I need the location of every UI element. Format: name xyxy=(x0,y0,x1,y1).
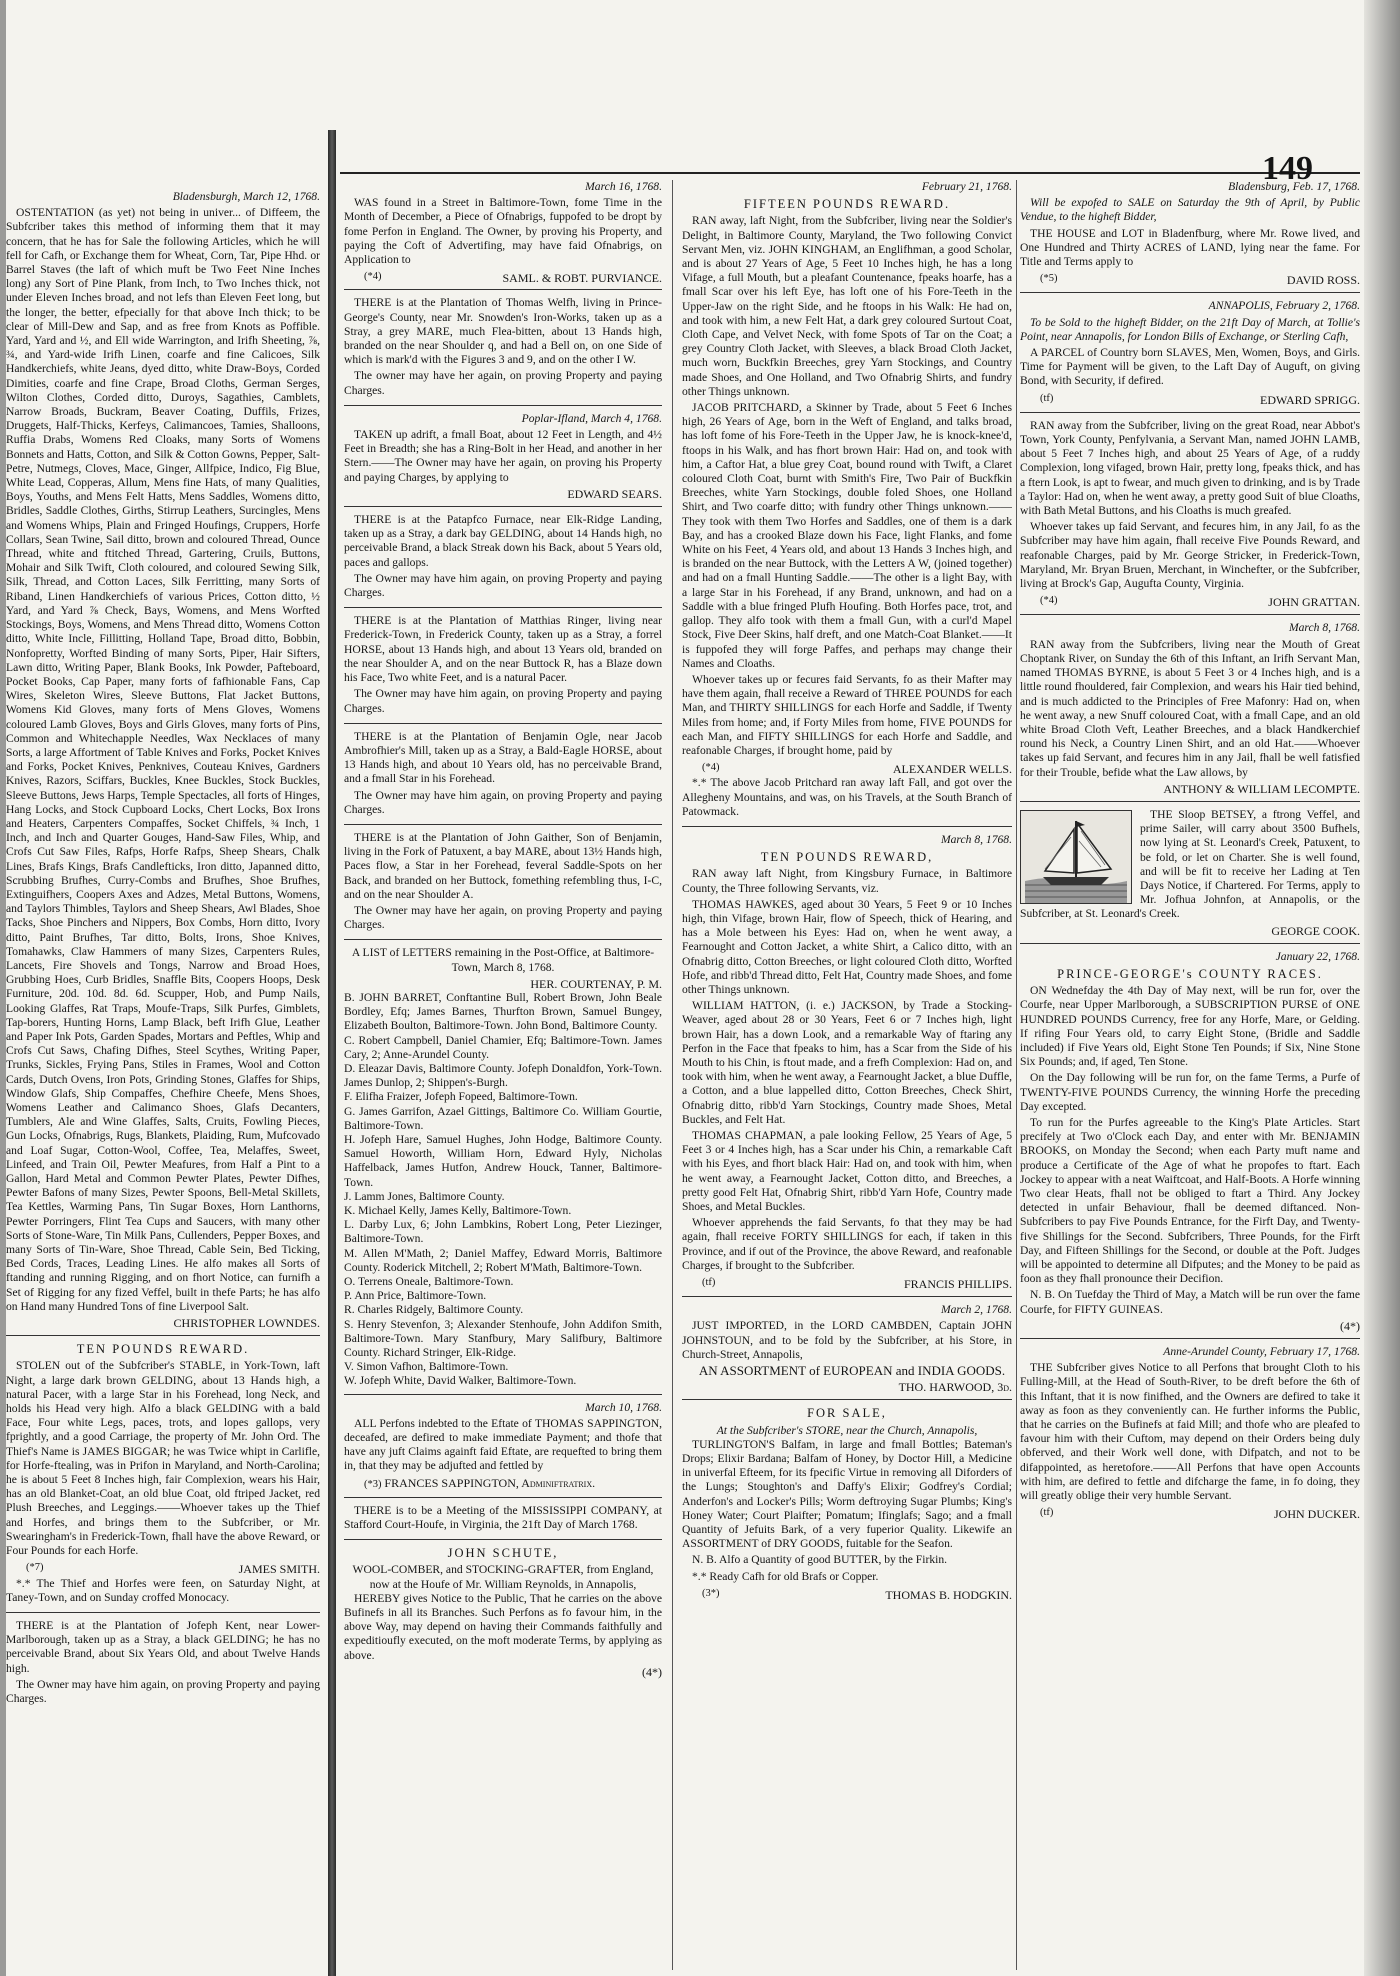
ad-body-2: THOMAS HAWKES, aged about 30 Years, 5 Feet 9 or 10 Inches high, thin Vifage, brown Hair, flow of Speech, thick of Hearing, and has a Mole between his Eyes: Had on, when he went away, a Fearnought and Cotton Jacket, a white Shirt, a Calico ditto, with an Ofnabrig ditto, Cotton Breeches, or light coloured Cloth ditto, Worfted Hofe, and ribb'd Thread ditto, Felt Hat, Country made Shoes, and fome other Things unknown. xyxy=(682,897,1012,996)
letters-entry: S. Henry Stevenfon, 3; Alexander Stenhoufe, John Addifon Smith, Baltimore-Town. Mary Stanfbury, Mary Salifbury, Baltimore County. Richard Stringer, Elk-Ridge. xyxy=(344,1317,662,1360)
letters-entry: P. Ann Price, Baltimore-Town. xyxy=(344,1289,487,1303)
ad-kent xyxy=(6,1619,320,1713)
ad-body: RAN away from the Subfcribers, living near the Mouth of Great Choptank River, on Sunday the 6th of this Inftant, an Irifh Servant Man, named THOMAS BYRNE, is about 5 Feet 3 or 4 Inches high, and is a little round fhouldered, fair Complexion, and wears his Hair tied behind, and is much addicted to the Principles of Free Mafonry: Had on, when he went away, a new Snuff coloured Coat, with a fmall Cape, and an old white Broad Cloth Veft, Leather Breeches, and a black Handkerchief round his Neck, a Country Linen Shirt, and an old Hat.——Whoever takes up faid Servant, and fecures him in any Jail, fhall be well fatisfied for their Trouble, befide what the Law allows, by xyxy=(1020,637,1360,779)
signature: THO. HARWOOD, 3d. xyxy=(898,1380,1012,1395)
signature: DAVID ROSS. xyxy=(1286,273,1360,288)
letters-entry: V. Simon Vafhon, Baltimore-Town. xyxy=(344,1360,509,1374)
signature: SAML. & ROBT. PURVIANCE. xyxy=(502,271,662,286)
ad-number: (tf) xyxy=(1040,392,1054,404)
ad-body-2: JACOB PRITCHARD, a Skinner by Trade, about 5 Feet 6 Inches high, 26 Years of Age, born in the Weft of England, and talks broad, has loft fome of his Fore-Teeth in the Upper Jaw, he is knock-knee'd, ftoops in his Walk, and has fhort brown Hair: Had on, and took with him, a Caftor Hat, a blue grey Coat, bound round with Twift, a Claret coloured Cloth Coat, burnt with Smith's Fire, Two Pair of Buckfkin Breeches, white Yarn Stockings, double foled Shoes, one Holland Shirt, and Two coarfe ditto; with fundry other Things unknown.——They took with them Two Horfes and Saddles, one of them is a dark Bay, and has a crooked Blaze down his Face, light Flanks, and fome White on his Feet, 4 Years old, and about 13 Hands 3 Inches high, and is branded on the near Buttock, with the Letters A W, (joined together) and had on a fmall Hunting Saddle.——The other is a light Bay, with a large Star in his Forehead, if any Brand, unknown, and had on a Saddle with a blue fringed Plufh Houfing. Both Horfes pace, trot, and gallop. They alfo took with them a fmall Gun, with a curl'd Mapel Stock, Five Deer Skins, half dreft, and one Match-Coat Blanket.——It is fuppofed they will forge Paffes, and perhaps may change their Names and Cloaths. xyxy=(682,401,1012,670)
ad-welfh xyxy=(344,296,662,405)
ad-note: *.* The Thief and Horfes were feen, on Saturday Night, at Taney-Town, and on Sunday croffed Monocacy. xyxy=(6,1576,320,1604)
column-2 xyxy=(344,178,662,1976)
column-4 xyxy=(1020,178,1360,1976)
ad-heading: TEN POUNDS REWARD. xyxy=(76,1342,250,1357)
ship-icon xyxy=(1021,811,1131,903)
ad-body: THE Sloop BETSEY, a ftrong Veffel, and prime Sailer, will carry about 3500 Bufhels, now lying at St. Leonard's Creek, Patuxent, to be fold, or let on Charter. She is well found, and will be fit to receive her Lading at Ten Days Notice, if Chartered. For Terms, apply to Mr. Jofhua Johnfon, at Annapolis, or the Subfcriber, at St. Leonard's Creek. xyxy=(1020,807,1360,921)
ad-hodgkin xyxy=(682,1406,1012,1606)
ad-body: A PARCEL of Country born SLAVES, Men, Women, Boys, and Girls. Time for Payment will be given, to the Laft Day of Auguft, on giving Bond, with Security, if defired. xyxy=(1020,346,1360,388)
ad-body-2: Whoever takes up faid Servant, and fecures him, in any Jail, fo as the Subfcriber may have him again, fhall receive Five Pounds Reward, and reafonable Charges, paid by Mr. George Stricker, in Frederick-Town, Maryland, Mr. Bryan Bruen, Merchant, in Winchefter, or the Subfcriber, living at Brock's Gap, Augufta County, Virginia. xyxy=(1020,520,1360,591)
ad-body: WAS found in a Street in Baltimore-Town, fome Time in the Month of December, a Piece of Ofnabrigs, fuppofed to be dropt by fome Perfon in England. The Owner, by proving his Property, and paying the Coft of Advertifing, may have faid Ofnabrigs, on Application to xyxy=(344,196,662,267)
ad-harwood xyxy=(682,1303,1012,1400)
ad-lecompte xyxy=(1020,621,1360,801)
ad-body-4: N. B. On Tuefday the Third of May, a Match will be run over the fame Courfe, for FIFTY GUINEAS. xyxy=(1020,1288,1360,1316)
ad-number: (*3) xyxy=(364,1478,382,1490)
ad-races xyxy=(1020,950,1360,1339)
ad-body-2: N. B. Alfo a Quantity of good BUTTER, by the Firkin. xyxy=(692,1553,948,1567)
ad-heading: FOR SALE, xyxy=(807,1406,887,1421)
sloop-woodcut xyxy=(1020,810,1132,904)
ad-body-3: To run for the Purfes agreeable to the King's Plate Articles. Start precifely at Two o'Clock each Day, and enter with Mr. BENJAMIN BROOKS, on Monday the Second; when each Party muft name and produce a Certificate of the Age of what he propofes to ftart. Each Jockey to appear with a neat Waiftcoat, and Half-Boots. A Horfe winning Two clear Heats, fhall not be obliged to ftart a Third. Any Jockey detected in unfair Behaviour, fhall be deemed diftanced. Non-Subfcribers to pay Five Pounds Entrance, for the Firft Day, and Twenty-five Shillings for the Second. Subfcribers, Three Pounds, for the Firft Day, and Fifteen Shillings for the Second, or double at the Poft. Judges will be appointed to determine all Difputes; and the Money to be paid as foon as they fhall pronounce their Decifion. xyxy=(1020,1115,1360,1286)
dateline: March 16, 1768. xyxy=(585,180,662,193)
ad-body: THERE is at the Plantation of John Gaither, Son of Benjamin, living in the Fork of Patuxent, a bay MARE, about 13½ Hands high, Paces flow, a Star in her Forehead, feveral Saddle-Spots on her Back, and branded on her Buttock, fomething refembling thus, I-C, and on the near Shoulder A. xyxy=(344,830,662,901)
ad-heading: FIFTEEN POUNDS REWARD. xyxy=(743,197,951,212)
ad-body-2: THE HOUSE and LOT in Bladenfburg, where Mr. Rowe lived, and One Hundred and Thirty ACRES of LAND, lying near the fame. For Title and Terms apply to xyxy=(1020,226,1360,269)
page-number: 149 xyxy=(1262,150,1313,187)
ad-body: JUST IMPORTED, in the LORD CAMBDEN, Captain JOHN JOHNSTOUN, and to be fold by the Subfcriber, at his Store, in Church-Street, Annapolis, xyxy=(682,1319,1012,1361)
ad-body: TAKEN up adrift, a fmall Boat, about 12 Feet in Length, and 4½ Feet in Breadth; she has a Ring-Bolt in her Head, and another in her Stern.——The Owner may have her again, on proving his Property and paying Charges, by applying to xyxy=(344,428,662,484)
ad-body: STOLEN out of the Subfcriber's STABLE, in York-Town, laft Night, a large dark brown GELDING, about 13 Hands high, a natural Pacer, with a large Star in his Forehead, long Neck, and holds his Head very high. Alfo a black GELDING with a bald Face, Four white Legs, paces, trots, and lopes gallops, very fprightly, and a good Carriage, the property of Mr. John Ord. The Thief's Name is JAMES BIGGAR; he was Twice whipt in Carlifle, for Horfe-ftealing, was in Prifon in Maryland, and North-Carolina; he is about 5 Feet 8 Inches high, fair Complexion, wears his Hair, has an old Blanket-Coat, an old blue Coat, old ftriped Jacket, red Plush Breeches, and Leggings.——Whoever takes up the Thief and Horfes, and brings them to the Subfcriber, or Mr. Swearingham's in Frederick-Town, fhall have the above Reward, or Four Pounds for each Horfe. xyxy=(6,1359,320,1558)
letters-entry: M. Allen M'Math, 2; Daniel Maffey, Edward Morris, Baltimore County. Roderick Mitchell, 2; Robert M'Math, Baltimore-Town. xyxy=(344,1246,662,1274)
ad-mississippi xyxy=(344,1504,662,1540)
dateline: January 22, 1768. xyxy=(1275,949,1360,963)
postmaster: HER. COURTENAY, P. M. xyxy=(530,976,662,991)
ad-schute xyxy=(344,1546,662,1684)
ad-number: (*4) xyxy=(364,271,382,283)
ad-body-2: The Owner may have him again, on proving Property and paying Charges. xyxy=(344,571,662,600)
header-rule xyxy=(340,172,1360,174)
ad-body: HEREBY gives Notice to the Public, That he carries on the above Bufinefs in all its Branches. Such Perfons as fo favour him, in the above Way, may depend on having their Commands faithfully and expeditioufly executed, on the moft moderate Terms, by applying as above. xyxy=(344,1591,662,1662)
dateline: Bladensburgh, March 12, 1768. xyxy=(172,190,320,203)
ad-gaither xyxy=(344,831,662,940)
ad-body: RAN away from the Subfcriber, living on the great Road, near Abbot's Town, York County, Penfylvania, a Servant Man, named JOHN LAMB, about 5 Feet 7 Inches high, and about 25 Years of Age, of a ruddy Complexion, long vifaged, brown Hair, pretty long, fpeaks thick, and has a ftern Look, is apt to fwear, and much given to drinking, and is by Trade a Taylor: Had on, when he went away, a pretty good Suit of blue Cloaths, with Bath Metal Buttons, and his Cloaths is much greafed. xyxy=(1020,418,1360,518)
page-edge-right xyxy=(1364,0,1400,1976)
ad-body: THERE is at the Plantation of Jofeph Kent, near Lower-Marlborough, taken up as a Stray, a black GELDING; he has no perceivable Brand, about Six Years Old, and about Twelve Hands high. xyxy=(6,1618,320,1675)
ad-purviance xyxy=(344,180,662,290)
ad-number: (4*) xyxy=(642,1664,662,1679)
ad-heading: TEN POUNDS REWARD, xyxy=(760,850,934,865)
letters-entry: F. Elifha Fraizer, Jofeph Fopeed, Baltimore-Town. xyxy=(344,1090,578,1104)
ad-subheading: To be Sold to the higheft Bidder, on the 21ft Day of March, at Tollie's Point, near Annapolis, for London Bills of Exchange, or Sterling Cafh, xyxy=(1020,315,1360,343)
ad-body: THERE is at the Plantation of Matthias Ringer, living near Frederick-Town, in Frederick County, taken up as a Stray, a forrel HORSE, about 13 Hands high, and about 13 Years old, branded on the near Shoulder A, and on the near Buttock R, has a Blaze down his Face, Two white Feet, and is a natural Pacer. xyxy=(344,614,662,685)
ad-number: (4*) xyxy=(1340,1318,1360,1333)
ad-body-2: On the Day following will be run for, on the fame Terms, a Purfe of TWENTY-FIVE POUNDS Currency, the winning Horfe the preceding Day excepted. xyxy=(1020,1071,1360,1113)
signature: JOHN GRATTAN. xyxy=(1268,595,1360,610)
dateline: ANNAPOLIS, February 2, 1768. xyxy=(1208,299,1360,313)
binding-gutter xyxy=(328,130,336,1976)
ad-body: THERE is at the Patapfco Furnace, near Elk-Ridge Landing, taken up as a Stray, a dark bay GELDING, about 14 Hands high, no perceivable Brand, a black Streak down his Back, about 5 Years old, paces and gallops. xyxy=(344,513,662,569)
ad-sears xyxy=(344,412,662,507)
dateline: Anne-Arundel County, February 17, 1768. xyxy=(1163,1345,1360,1359)
ad-subheading: WOOL-COMBER, and STOCKING-GRAFTER, from England, now at the Houfe of Mr. William Reynolds, in Annapolis, xyxy=(352,1563,654,1591)
signature: JAMES SMITH. xyxy=(238,1562,320,1577)
ad-body: THERE is to be a Meeting of the MISSISSIPPI COMPANY, at Stafford Court-Houfe, in Virginia, the 21ft Day of March 1768. xyxy=(344,1503,662,1532)
ad-body: ON Wednefday the 4th Day of May next, will be run for, over the Courfe, near Upper Marlborough, a SUBSCRIPTION PURSE of ONE HUNDRED POUNDS Currency, free for any Horfe, Mare, or Gelding. If rifing Four Years old, to carry Eight Stone, (Bridle and Saddle included) if Five Years old, Eight Stone Ten Pounds; if Six, Nine Stone Six Pounds; and, if aged, Ten Stone. xyxy=(1020,984,1360,1069)
ad-body-3: WILLIAM HATTON, (i. e.) JACKSON, by Trade a Stocking-Weaver, aged about 28 or 30 Years, Feet 6 or 7 Inches high, light brown Hair, has a down Look, and a remarkable Way of ftaring any Perfon in the Face that fpeaks to him, has a Scar from the Side of his Mouth to his Chin, is ftout made, and a frefh Complexion: Had on, and took with him, when he went away, a Fearnought Jacket, a blue Duffle, a Cotton, and a blue lappelled ditto, Cotton Breeches, Check Shirt, Ofnabrig ditto, ribb'd Yarn Stockings, Country made Shoes, Metal Buckles, and Felt Hat. xyxy=(682,999,1012,1126)
ad-body-2: The Owner may have him again, on proving Property and paying Charges. xyxy=(344,788,662,816)
ad-lowndes xyxy=(6,190,320,1336)
dateline: Poplar-Ifland, March 4, 1768. xyxy=(521,411,662,425)
letters-list xyxy=(344,946,662,1394)
letters-entry: L. Darby Lux, 6; John Lambkins, Robert Long, Peter Liezinger, Baltimore-Town. xyxy=(344,1218,662,1246)
ad-number: (*4) xyxy=(702,762,720,774)
letters-entry: C. Robert Campbell, Daniel Chamier, Efq; Baltimore-Town. James Cary, 2; Anne-Arundel County. xyxy=(344,1033,662,1061)
dateline: Bladensburg, Feb. 17, 1768. xyxy=(1228,180,1360,193)
ad-wells xyxy=(682,180,1012,827)
letters-entry: B. JOHN BARRET, Conftantine Bull, Robert Brown, John Beale Bordley, Efq; James Barnes, Thurfton Brown, Samuel Bungey, Elizabeth Boulton, Baltimore-Town. John Bond, Baltimore County. xyxy=(344,990,662,1033)
ad-body: Will be expofed to SALE on Saturday the 9th of April, by Public Vendue, to the higheft Bidder, xyxy=(1020,196,1360,224)
ad-body: OSTENTATION (as yet) not being in univer... of Diffeem, the Subfcriber takes this method of informing them that it may concern, that he has for Sale the following Articles, which he will fell for Cafh, or Exchange them for Wheat, Corn, Tar, Pipe Hhd. or Barrel Staves (the laft of which muft be Two Feet Nine Inches long) any Sort of Pine Plank, from Inch, to Two Inches thick, not under Eleven Inches broad, and not lefs than Eleven Feet long, but the longer, the better, efpecially for that above Inch thick; to be clear of Mill-Dew and Sap, and as free from Knots as Poffible. Yard, Yard and ½, and Ell wide Warrington, and Irifh Sheeting, ⅞, ¾, and Yard-wide Irifh Linen, coarfe and fine Calicoes, Silk Handkerchiefs, white Jeans, dyed ditto, white Draw-Boys, Corded Dimities, coarfe and fine Crape, Broad Cloths, German Serges, Wilton Clothes, Corded ditto, Duroys, Sagathies, Camblets, Narrow Broads, Buckram, Beaver Coating, Duffils, Frizes, Druggets, Half-Thicks, Kerfeys, Calimancoes, Tamies, Shalloons, Ruffia Drabs, Womens Red Cloaks, many Sorts of Womens Bonnets and Hatts, Cotton, and Silk & Cotton Gowns, Pepper, Salt-Petre, Nutmegs, Cloves, Mace, Ginger, Allfpice, Indico, Fig Blue, White Lead, Copperas, Allum, Mens fine Hats, of many Qualities, Boys, Youths, and Mens Felt Hatts, Mens Saddles, Womens ditto, Bridles, Saddle Clothes, Girths, Stirrup Leathers, Surcingles, Mens and Womens Whips, Plain and Fringed Houfings, Cruppers, Horfe Collars, Sean Twine, Sail ditto, brown and coloured Thread, Ounce Thread, white and ftitched Thread, Gartering, Cruils, Buttons, Mohair and Silk Twift, Cloth coloured, and coloured Sewing Silk, Silk, Thread, and Cotton Laces, Silk Ferritting, many Sorts of Riband, Linen Handkerchiefs of various Prices, Cotton ditto, ½ Yard, and Yard ⅞ Check, Bays, Womens, and Mens Worfted Stockings, Boys, Womens, and Mens Thread ditto, Womens Cotton ditto, White Incle, Fillitting, Holland Tape, Broad ditto, Bobbin, Nonfopretty, Worfted Binding of many Sorts, Piper, Hair Sifters, Lawn ditto, Writing Paper, Blank Books, Ink Powder, Pafteboard, Pocket Books, Cap Paper, many forts of fafhionable Fans, Cap Wires, Skeleton Wires, Sleeve Buttons, Flat Jacket Buttons, Womens Kid Gloves, many forts of Mens Gloves, Womens coloured Lamb Gloves, Boys and Girls Gloves, many forts of Pins, Common and Whitechapple Needles, Wax Necklaces of many Sorts, a large Affortment of Table Knives and Forks, Pocket Knives and Forks, Pocket Knives, Penknives, Couteau Knives, Gardners Knives, Razors, Sciffars, Buckles, Knee Buckles, Stock Buckles, Sleeve Buttons, Jews Harps, Temple Spectacles, all forts of Hinges, Hang Locks, and Stock Cupboard Locks, Chert Locks, Box Irons and Heaters, Carpenters Compaffes, Socket Chiffels, ¾ Inch, 1 Inch, and Inch and Quarter Gouges, Hand-Saw Files, Whip, and Crofs Cut Saw Files, Rafps, Horfe Rafps, Sheep Shears, Chalk Lines, Brafs Kings, Brafs Candlefticks, Iron ditto, Japanned ditto, Scrubbing Brufhes, Curry-Combs and Brufhes, Shoe Brufhes, Extinguifhers, Coopers Axes and Adzes, Metal Buttons, Womens, and Taylors Thimbles, Taylors and Sheep Shears, Awl Blades, Shoe Tacks, Shoe Pinchers and Nippers, Box Combs, Horn ditto, Ivory ditto, Paint Brufhes, Tar ditto, Bolts, Irons, Shoe Knives, Tomahawks, Claw Hammers of many Sizes, Carpenters Rules, Lancets, Fire Shovels and Tongs, Narrow and Broad Hoes, Grubbing Hoes, Curb Bridles, Snaffle Bits, Coopers Hoops, Desk Furniture, 20d. 10d. 8d. 6d. Scupper, Hob, and Pump Nails, Looking Glaffes, Rat Traps, Moufe-Traps, Silk Purfes, Gimblets, Tap-borers, Hunting Horns, Lamp Black, beft Irifh Glue, Leather and Paper Ink Pots, Garden Spades, Mortars and Peftles, Whip and Crofs Cut Saws, Chafing Difhes, Steel Scythes, Writing Paper, Trunks, Sickles, Frying Pans, Stiles in Frames, Wool and Cotton Cards, Dutch Ovens, Iron Pots, Grinding Stones, Glaffes for Ships, Window Glafs, Ship Compaffes, Chefhire Cheefe, Mens Shoes, Womens Leather and Calimanco Shoes, Glafs Decanters, Tumblers, Ale and Wine Glaffes, Salts, Cruits, Fowling Pieces, Gun Locks, Ofnabrigs, Rugs, Blankets, Plaiding, Rum, Mufcovado and Loaf Sugar, Cotton-Wool, Coffee, Tea, Melaffes, Sweet, Linfeed, and Train Oil, Pewter Meafures, from Half a Pint to a Gallon, Hard Metal and Common Pewter Plates, Pewter Difhes, Pewter Bafons of many Sizes, Pewter Spoons, Bell-Metal Skillets, Tea Kettles, Warming Pans, Tin Sugar Boxes, Horn Lanthorns, Pewter Porringers, Flint Tea Cups and Saucers, with many other Sorts of Stone-Ware, Tin Milk Pans, Cullenders, Pepper Boxes, and many Sorts of Tin-Ware, Shoe Thread, Cable Sein, Bed Ticking, Bed Cords, Traces, Leading Lines. He alfo makes all Sorts of ftanding and running Rigging, and on fhort Notice, can furnifh a Set of Rigging for any fized Veffel, built in thefe Parts; he has alfo on Hand many Hundred Tons of fine Liverpool Salt. xyxy=(6,206,320,1313)
dateline: March 2, 1768. xyxy=(940,1303,1012,1317)
ad-number: (tf) xyxy=(1040,1507,1054,1519)
dateline: March 8, 1768. xyxy=(940,832,1012,846)
ad-number: (*7) xyxy=(26,1562,44,1574)
ad-body-2: The Owner may have her again, on proving Property and paying Charges. xyxy=(344,903,662,932)
letters-entry: H. Jofeph Hare, Samuel Hughes, John Hodge, Baltimore County. Samuel Howorth, William Horn, Edward Hyly, Nicholas Haffelback, James Hutfon, Andrew Houck, Tanner, Baltimore-Town. xyxy=(344,1132,662,1189)
ad-body-2: The Owner may have him again, on proving Property and paying Charges. xyxy=(6,1677,320,1705)
ad-body-3: *.* Ready Cafh for old Brafs or Copper. xyxy=(692,1569,879,1583)
dateline: March 10, 1768. xyxy=(585,1400,662,1414)
ad-body: RAN away laft Night, from Kingsbury Furnace, in Baltimore County, the Three following Servants, viz. xyxy=(682,867,1012,895)
letters-entry: O. Terrens Oneale, Baltimore-Town. xyxy=(344,1275,514,1289)
signature: GEORGE COOK. xyxy=(1271,923,1360,938)
ad-body: THERE is at the Plantation of Thomas Welfh, living in Prince-George's County, near Mr. Snowden's Iron-Works, taken up as a Stray, a grey MARE, much Flea-bitten, about 13 Hands high, branded on the near Shoulder q, and had a Bell on, on one Side of which is mark'd with the Figures 3 and 9, and on the other I W. xyxy=(344,296,662,367)
letters-entry: R. Charles Ridgely, Baltimore County. xyxy=(344,1303,524,1317)
ad-note: *.* The above Jacob Pritchard ran away laft Fall, and got over the Allegheny Mountains, and was, on his Travels, at the South Branch of Patowmack. xyxy=(682,776,1012,818)
ad-body-3: Whoever takes up or fecures faid Servants, fo as their Mafter may have them again, fhall receive a Reward of THREE POUNDS for each Man, and THIRTY SHILLINGS for each Horfe and Saddle, if Twenty Miles from home; and, if Forty Miles from home, FIVE POUNDS for each Man, and FIFTY SHILLINGS for each Horfe and Saddle, and reafonable Charges, if brought home, paid by xyxy=(682,672,1012,757)
letters-title: A LIST of LETTERS remaining in the Post-Office, at Baltimore-Town, March 8, 1768. xyxy=(351,946,655,974)
signature: ANTHONY & WILLIAM LECOMPTE. xyxy=(1163,781,1360,796)
column-rule xyxy=(1016,180,1017,1970)
letters-entry: W. Jofeph White, David Walker, Baltimore-Town. xyxy=(344,1374,577,1388)
ad-body-4: THOMAS CHAPMAN, a pale looking Fellow, 25 Years of Age, 5 Feet 3 or 4 Inches high, has a Scar under his Chin, a remarkable Caft with his Eyes, and fhort black Hair: Had on, and took with him, when he went away, a Fearnought Jacket, Cotton ditto, and Breeches, a pretty good Felt Hat, Ofnabrig Shirt, ribb'd Yarn Hofe, Country made Shoes, and Metal Buckles. xyxy=(682,1129,1012,1214)
ad-ogle xyxy=(344,730,662,825)
ad-body: RAN away, laft Night, from the Subfcriber, living near the Soldier's Delight, in Baltimore County, Maryland, the Two following Convict Servant Men, viz. JOHN KINGHAM, an Englifhman, a good Scholar, and is about 27 Years of Age, 5 Feet 10 Inches high, he has a long Vifage, a full Mouth, but a pleafant Countenance, fpeaks hoarfe, has a fmall Scar over his left Eye, has loft one of his Fore-Teeth in the Upper-Jaw on the right Side, and he ftoops in his Walk: He had on, and took with him, a new Felt Hat, a dark grey coloured Surtout Coat, Cloth Cape, and Velvet Neck, with fome Spots of Tar on the Coat; a grey Country Cloth Jacket, with Sleeves, a black Broad Cloth Jacket, much worn, Buckfkin Breeches, grey Yarn Stockings, and Country made Shoes, and One Holland, and Two Ofnabrig Shirts, and fundry other Things unknown. xyxy=(682,214,1012,398)
signature: ALEXANDER WELLS. xyxy=(892,762,1012,777)
ad-body: ALL Perfons indebted to the Eftate of THOMAS SAPPINGTON, deceafed, are defired to make immediate Payment; and thofe that have any juft Claims againft faid Eftate, are requefted to bring them in, that they may be adjufted and fettled by xyxy=(344,1416,662,1473)
ad-body-2: The owner may have her again, on proving Property and paying Charges. xyxy=(344,369,662,397)
column-rule xyxy=(672,180,673,1970)
ad-heading: PRINCE-GEORGE's COUNTY RACES. xyxy=(1057,966,1323,981)
ad-ringer xyxy=(344,614,662,723)
column-3 xyxy=(682,178,1012,1976)
ad-body: THE Subfcriber gives Notice to all Perfons that brought Cloth to his Fulling-Mill, at the Head of South-River, to be dreft before the 6th of this Inftant, that it is now finifhed, and the Owners are defired to take it away as foon as they conveniently can. He further informs the Public, that he carries on the Bufinefs at faid Mill; and thofe who are pleafed to favour him with their Cuftom, may depend on their Orders being duly obferved, and their Work well done, with Difpatch, and not to be difappointed, as heretofore.——All Perfons that have open Accounts with him, are defired to fettle and difcharge the fame, in fo doing, they will greatly oblige their very humble Servant. xyxy=(1020,1361,1360,1503)
ad-body: TURLINGTON'S Balfam, in large and fmall Bottles; Bateman's Drops; Elixir Bardana; Balfam of Honey, by Doctor Hill, a Medicine in univerfal Efteem, for its fpecific Virtue in removing all Diforders of the Lungs; Stoughton's and Daffy's Elixir; Godfrey's Cordial; Anderfon's and Locker's Pills; Worm deftroying Sugar Plumbs; King's Honey Water; Court Plaifter; Pomatum; Ifinglafs; Sago; and a fmall Quantity of Jefuits Bark, of a very fuperior Quality. Likewife an ASSORTMENT of DRY GOODS, fuitable for the Seafon. xyxy=(682,1437,1012,1551)
ad-number: (*4) xyxy=(1040,595,1058,607)
letters-entry: G. James Garrifon, Azael Gittings, Baltimore Co. William Gourtie, Baltimore-Town. xyxy=(344,1104,662,1132)
signature: THOMAS B. HODGKIN. xyxy=(885,1587,1012,1602)
ad-subheading: At the Subfcriber's STORE, near the Church, Annapolis, xyxy=(716,1423,978,1437)
signature: FRANCIS PHILLIPS. xyxy=(903,1277,1012,1292)
signature: CHRISTOPHER LOWNDES. xyxy=(173,1316,320,1331)
ad-ducker xyxy=(1020,1345,1360,1525)
ad-cook xyxy=(1020,808,1360,944)
ad-number: (tf) xyxy=(702,1277,716,1289)
ad-body-5: Whoever apprehends the faid Servants, fo that they may be had again, fhall receive FORTY SHILLINGS for each, if taken in this Province, and if out of the Province, the above Reward, and reafonable Charges, if brought to the Subfcriber. xyxy=(682,1216,1012,1272)
ad-sappington xyxy=(344,1401,662,1498)
ad-heading: JOHN SCHUTE, xyxy=(447,1546,559,1561)
ad-patapsco xyxy=(344,513,662,608)
ad-body: THERE is at the Plantation of Benjamin Ogle, near Jacob Ambrofhier's Mill, taken up as a Stray, a Bald-Eagle HORSE, about 13 Hands high, and about 10 Years old, has no perceivable Brand, and a fmall Star in his Forehead. xyxy=(344,729,662,786)
letters-entry: J. Lamm Jones, Baltimore County. xyxy=(344,1189,505,1203)
signature: FRANCES SAPPINGTON, Adminiftratrix. xyxy=(384,1475,596,1490)
ad-sprigg xyxy=(1020,299,1360,412)
ad-body-2: AN ASSORTMENT of EUROPEAN and INDIA GOODS. xyxy=(698,1363,1006,1379)
dateline: February 21, 1768. xyxy=(921,180,1012,193)
letters-entry: D. Eleazar Davis, Baltimore County. Jofeph Donaldfon, York-Town. James Dunlop, 2; Shippen's-Burgh. xyxy=(344,1061,662,1090)
ad-number: (*5) xyxy=(1040,273,1058,285)
signature: EDWARD SEARS. xyxy=(567,486,662,501)
ad-phillips xyxy=(682,833,1012,1297)
ad-smith xyxy=(6,1342,320,1613)
ad-number: (3*) xyxy=(702,1587,720,1599)
letters-entry: K. Michael Kelly, James Kelly, Baltimore-Town. xyxy=(344,1204,572,1217)
ad-body-2: The Owner may have him again, on proving Property and paying Charges. xyxy=(344,687,662,715)
signature: JOHN DUCKER. xyxy=(1273,1507,1360,1522)
ad-ross xyxy=(1020,180,1360,293)
dateline: March 8, 1768. xyxy=(1288,621,1360,635)
column-1 xyxy=(6,188,320,1976)
signature: EDWARD SPRIGG. xyxy=(1259,392,1360,407)
ad-grattan xyxy=(1020,419,1360,616)
